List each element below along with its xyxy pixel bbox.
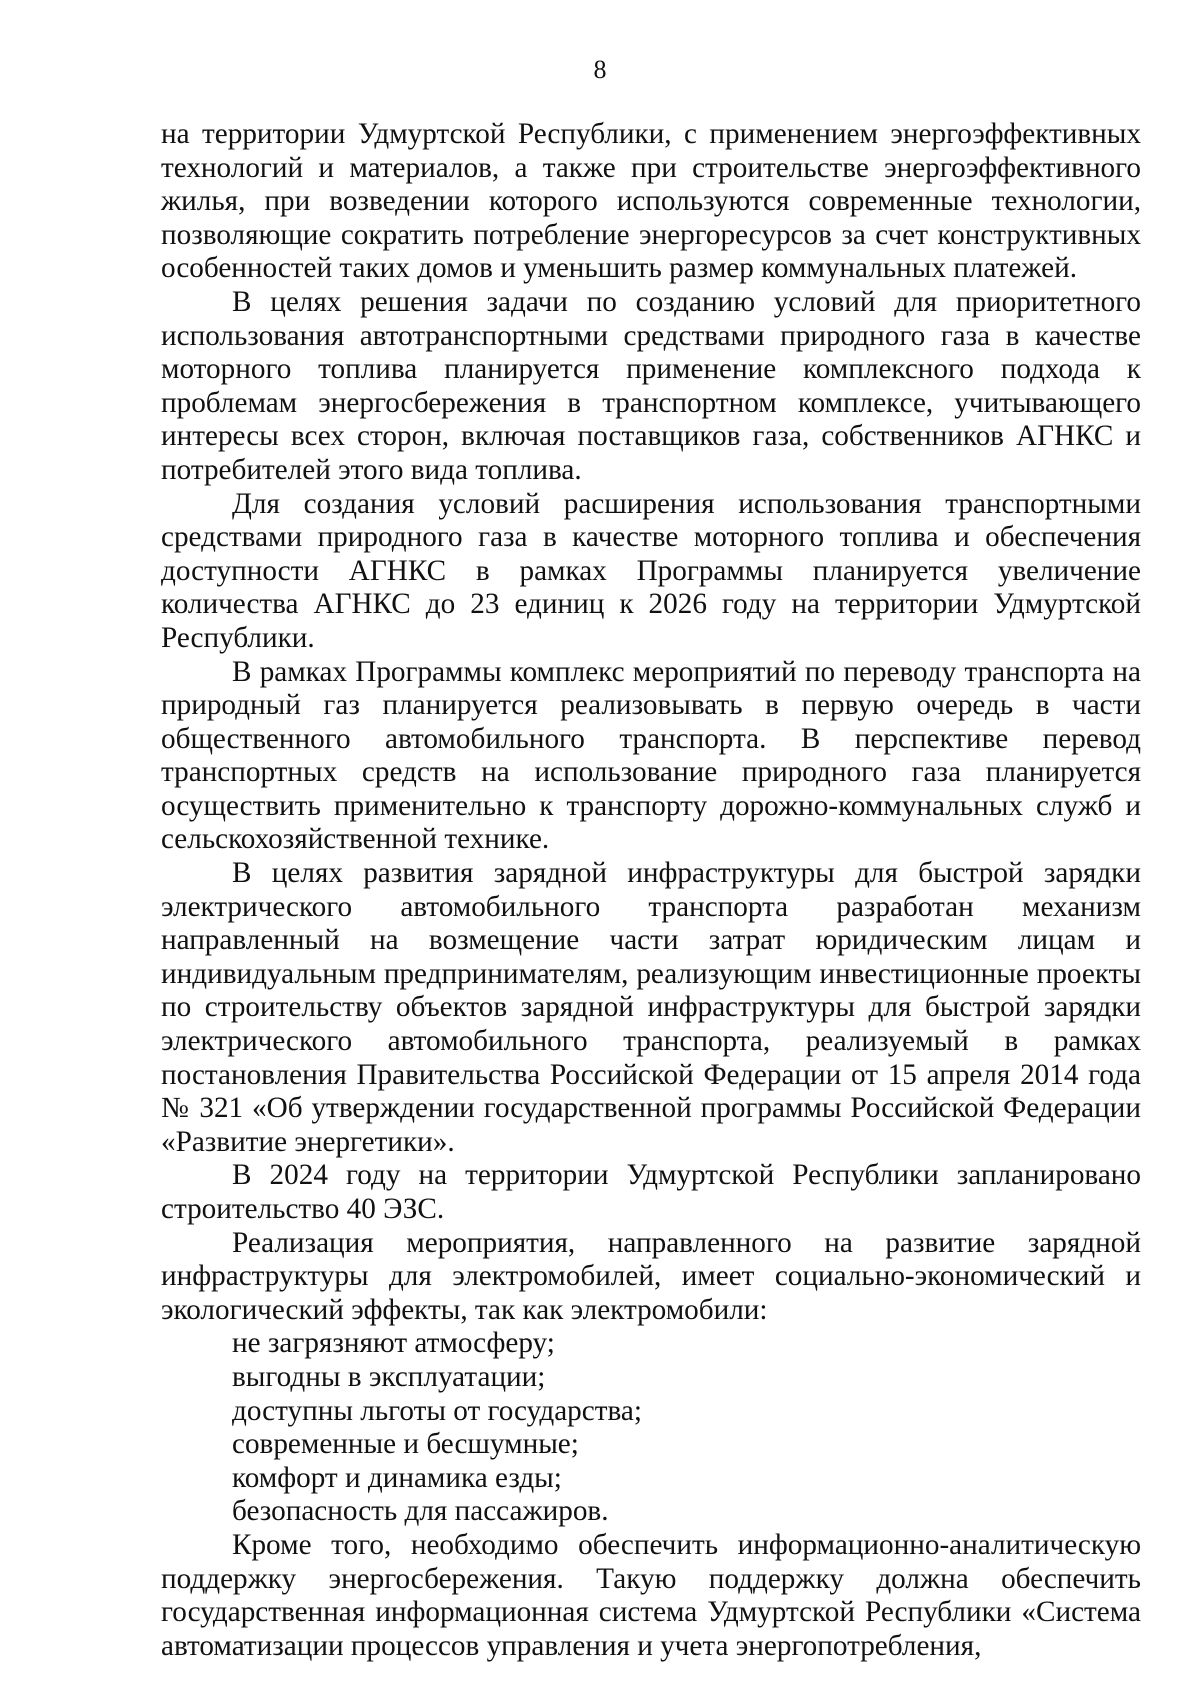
list-item: доступны льготы от государства;: [232, 1394, 642, 1427]
list-item: современные и бесшумные;: [232, 1428, 579, 1461]
list-item: выгодны в эксплуатации;: [232, 1360, 546, 1393]
document-body: [161, 118, 1141, 1663]
paragraph-natural-gas-vehicles: В целях решения задачи по созданию условий для приоритетного использования автотранспортными средствами природного газа в качестве моторного топлива планируется применение комплексного подхода к проблемам энергосбережения в транспортном комплексе, учитывающего интересы всех сторон, включая поставщиков газа, собственников АГНКС и потребителей этого вида топлива.: [161, 285, 1141, 486]
list-item: безопасность для пассажиров.: [232, 1495, 609, 1528]
paragraph-transport-conversion: В рамках Программы комплекс мероприятий по переводу транспорта на природный газ планируется реализовывать в первую очередь в части общественного автомобильного транспорта. В перспективе перевод транспортных средств на использование природного газа планируется осуществить применительно к транспорту дорожно-коммунальных служб и сельскохозяйственной технике.: [161, 655, 1141, 856]
page-number: 8: [593, 55, 607, 84]
paragraph-agnks-expansion: Для создания условий расширения использования транспортными средствами природного газа в качестве моторного топлива и обеспечения доступности АГНКС в рамках Программы планируется увеличение количества АГНКС до 23 единиц к 2026 году на территории Удмуртской Республики.: [161, 487, 1141, 654]
paragraph-charging-infrastructure: В целях развития зарядной инфраструктуры для быстрой зарядки электрического автомобильного транспорта разработан механизм направленный на возмещение части затрат юридическим лицам и индивидуальным предпринимателям, реализующим инвестиционные проекты по строительству объектов зарядной инфраструктуры для быстрой зарядки электрического автомобильного транспорта, реализуемый в рамках постановления Правительства Российской Федерации от 15 апреля 2014 года № 321 «Об утверждении государственной программы Российской Федерации «Развитие энергетики».: [161, 857, 1141, 1158]
paragraph-charging-stations-2024: В 2024 году на территории Удмуртской Республики запланировано строительство 40 ЭЗС.: [161, 1159, 1141, 1225]
list-item: комфорт и динамика езды;: [232, 1461, 562, 1494]
ev-benefits-list: [161, 1327, 1141, 1529]
paragraph-information-support: Кроме того, необходимо обеспечить информационно-аналитическую поддержку энергосбережения. Такую поддержку должна обеспечить государственная информационная система Удмуртской Республики «Система автоматизации процессов управления и учета энергопотребления,: [161, 1528, 1141, 1662]
paragraph-ev-effects: Реализация мероприятия, направленного на развитие зарядной инфраструктуры для электромобилей, имеет социально-экономический и экологический эффекты, так как электромобили:: [161, 1226, 1141, 1326]
list-item: не загрязняют атмосферу;: [232, 1327, 555, 1360]
paragraph-continuation: на территории Удмуртской Республики, с применением энергоэффективных технологий и материалов, а также при строительстве энергоэффективного жилья, при возведении которого используются современные технологии, позволяющие сократить потребление энергоресурсов за счет конструктивных особенностей таких домов и уменьшить размер коммунальных платежей.: [161, 118, 1141, 285]
